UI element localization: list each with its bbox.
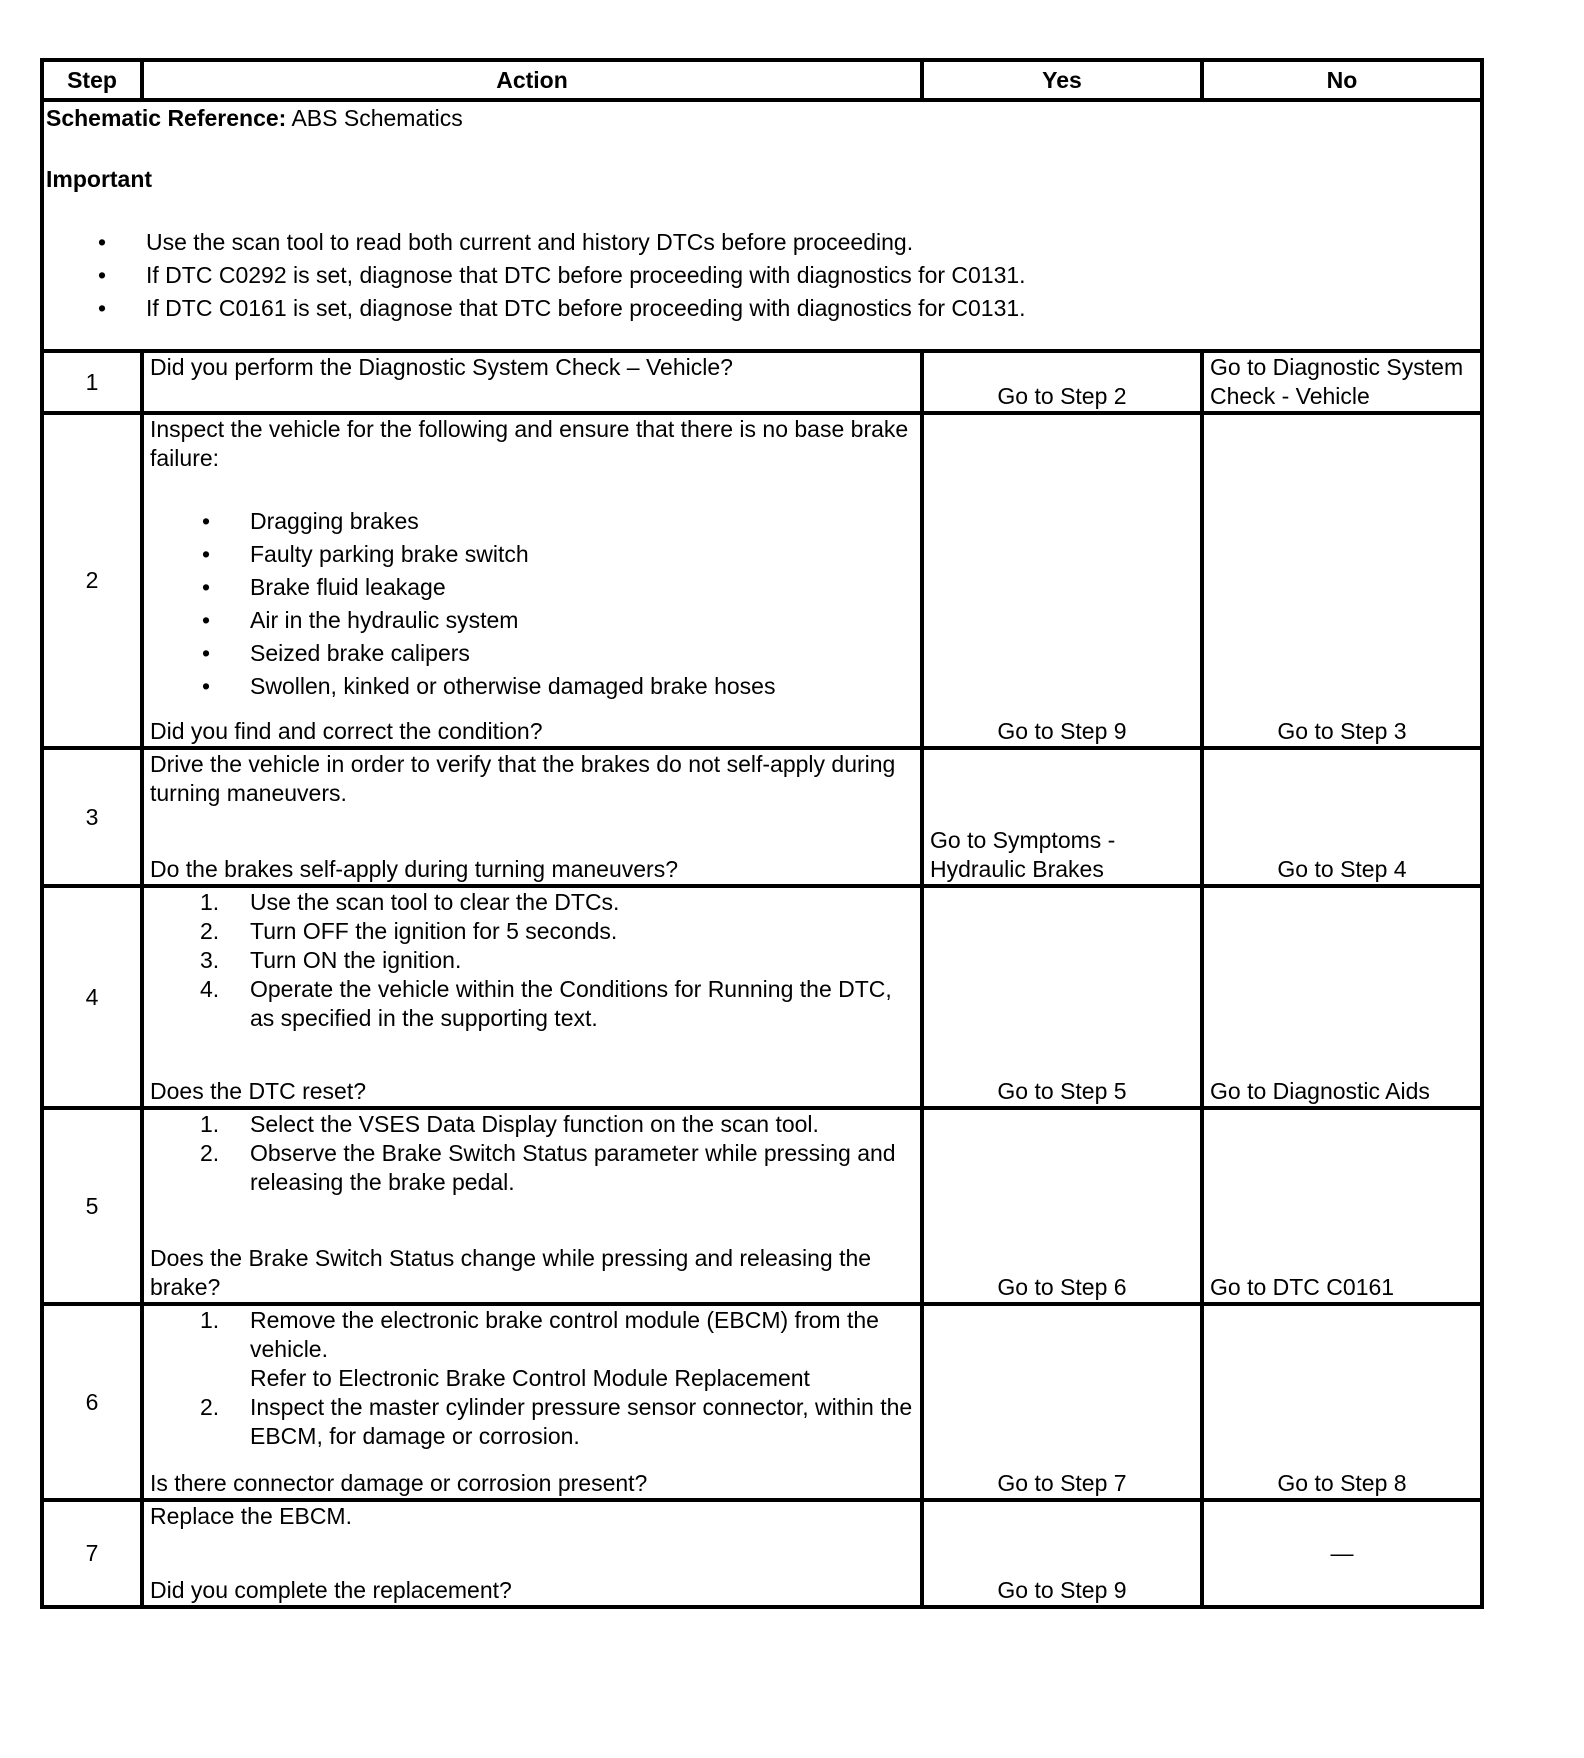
bullet-icon: • [202,673,211,699]
no-cell: Go to Diagnostic System Check - Vehicle [1202,351,1482,413]
list-item: • If DTC C0161 is set, diagnose that DTC before proceeding with diagnostics for C0131. [46,292,1474,325]
bullet-icon: • [202,541,211,567]
list-item: 4. Operate the vehicle within the Conditions for Running the DTC, as specified in the supporting text. [200,976,892,1031]
question: Is there connector damage or corrosion present? [150,1470,648,1496]
diagnostic-page [40,58,1472,1609]
yes-cell: Go to Step 9 [922,1500,1202,1607]
list-item: • Seized brake calipers [150,637,914,670]
yes-cell: Go to Step 5 [922,886,1202,1108]
schematic-value: ABS Schematics [291,105,463,131]
header-no: No [1202,60,1482,100]
yes-cell: Go to Step 2 [922,351,1202,413]
bullet-icon: • [202,607,211,633]
list-item: 2. Observe the Brake Switch Status parameter while pressing and releasing the brake pedal. [200,1140,896,1195]
step-number: 5 [42,1108,142,1304]
list-item: 1. Use the scan tool to clear the DTCs. [200,889,620,915]
table-row [42,351,1482,413]
bullet-icon: • [202,640,211,666]
action-cell [142,1108,922,1304]
no-cell: Go to DTC C0161 [1202,1108,1482,1304]
no-cell: Go to Step 4 [1202,748,1482,886]
table-row [42,1304,1482,1500]
bullet-icon: • [98,229,107,255]
procedure-list [150,1110,914,1197]
list-item: 1. Select the VSES Data Display function on the scan tool. [200,1111,819,1137]
schematic-label: Schematic Reference: [46,105,287,131]
table-row [42,748,1482,886]
question: Does the DTC reset? [150,1078,367,1104]
action-cell [142,1500,922,1607]
important-list [46,226,1474,325]
bullet-icon: • [202,508,211,534]
header-yes: Yes [922,60,1202,100]
question: Did you find and correct the condition? [150,718,543,744]
schematic-reference [46,102,1474,133]
list-item: • Dragging brakes [150,505,914,538]
inspection-list [150,505,914,703]
action-cell [142,413,922,748]
yes-cell: Go to Symptoms - Hydraulic Brakes [922,748,1202,886]
table-row [42,413,1482,748]
action-cell [142,1304,922,1500]
action-text: Inspect the vehicle for the following and ensure that there is no base brake failure: [150,416,909,471]
yes-cell: Go to Step 7 [922,1304,1202,1500]
no-cell: Go to Step 8 [1202,1304,1482,1500]
list-item: 2. Inspect the master cylinder pressure sensor connector, within the EBCM, for damage or corrosion. [200,1394,913,1449]
table-row [42,1108,1482,1304]
intro-cell [42,100,1482,351]
question: Did you complete the replacement? [150,1577,512,1603]
question: Does the Brake Switch Status change while pressing and releasing the brake? [150,1245,872,1300]
step-number: 3 [42,748,142,886]
list-item: • Faulty parking brake switch [150,538,914,571]
yes-cell: Go to Step 9 [922,413,1202,748]
important-heading: Important [46,166,153,192]
list-item: • Swollen, kinked or otherwise damaged brake hoses [150,670,914,703]
procedure-list [150,1306,914,1451]
list-item: 3. Turn ON the ignition. [200,947,462,973]
table-header-row [42,60,1482,100]
list-item: 2. Turn OFF the ignition for 5 seconds. [200,918,618,944]
intro-row [42,100,1482,351]
header-action: Action [142,60,922,100]
question: Did you perform the Diagnostic System Check – Vehicle? [150,354,733,380]
yes-cell: Go to Step 6 [922,1108,1202,1304]
action-cell [142,748,922,886]
list-item: 1. Remove the electronic brake control module (EBCM) from the vehicle. Refer to Electronic Brake Control Module Replacement [200,1307,879,1391]
list-item: • If DTC C0292 is set, diagnose that DTC before proceeding with diagnostics for C0131. [46,259,1474,292]
header-step: Step [42,60,142,100]
list-item: • Brake fluid leakage [150,571,914,604]
procedure-list [150,888,914,1033]
reference-text: Refer to Electronic Brake Control Module Replacement [250,1365,810,1391]
step-number: 7 [42,1500,142,1607]
no-cell: Go to Step 3 [1202,413,1482,748]
no-cell: Go to Diagnostic Aids [1202,886,1482,1108]
step-number: 2 [42,413,142,748]
step-number: 4 [42,886,142,1108]
list-item: • Air in the hydraulic system [150,604,914,637]
action-text: Drive the vehicle in order to verify that the brakes do not self-apply during turning maneuvers. [150,751,896,806]
action-cell [142,886,922,1108]
table-row [42,886,1482,1108]
action-text: Replace the EBCM. [150,1503,352,1529]
step-number: 6 [42,1304,142,1500]
action-cell [142,351,922,413]
bullet-icon: • [98,295,107,321]
question: Do the brakes self-apply during turning maneuvers? [150,856,679,882]
diagnostic-table [40,58,1484,1609]
step-number: 1 [42,351,142,413]
list-item: • Use the scan tool to read both current and history DTCs before proceeding. [46,226,1474,259]
bullet-icon: • [202,574,211,600]
table-row [42,1500,1482,1607]
no-cell: — [1202,1500,1482,1607]
bullet-icon: • [98,262,107,288]
